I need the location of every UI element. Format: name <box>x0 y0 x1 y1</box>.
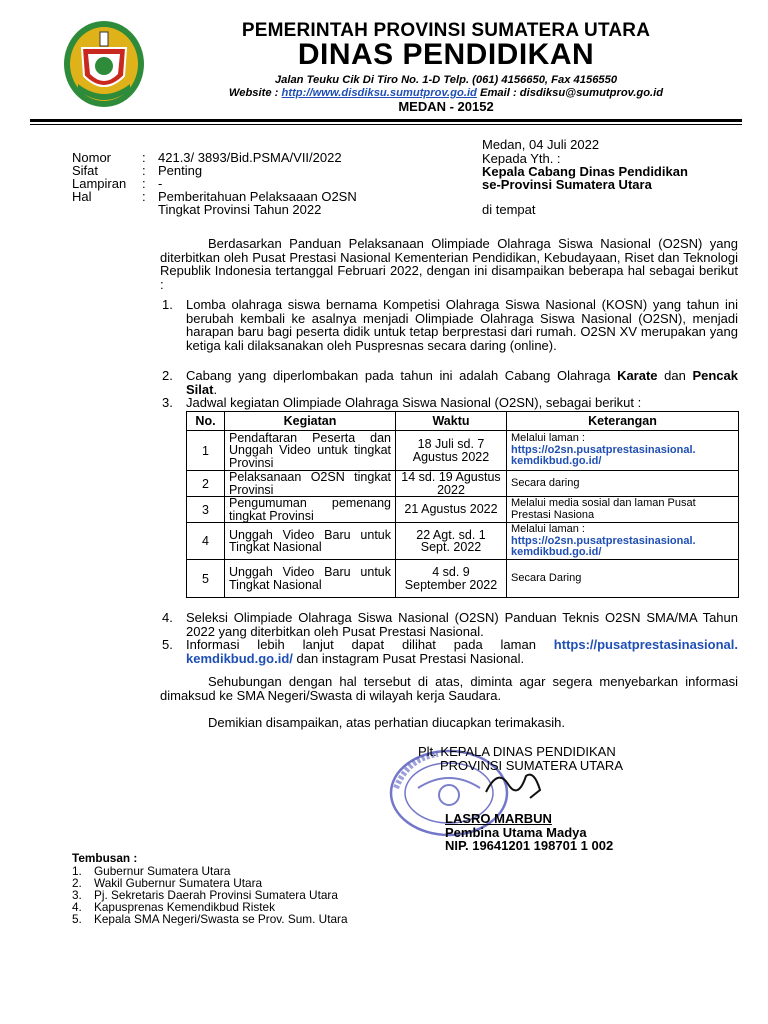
meta-value-hal-line-2: Tingkat Provinsi Tahun 2022 <box>158 202 322 217</box>
cell-no: 3 <box>187 497 225 523</box>
header-keterangan: Keterangan <box>507 412 739 431</box>
recipient-label: Kepada Yth. : <box>482 151 561 166</box>
cell-waktu: 22 Agt. sd. 1 Sept. 2022 <box>396 523 507 560</box>
letterhead-divider-thick <box>30 119 742 122</box>
email-text: Email : disdiksu@sumutprov.go.id <box>476 87 664 99</box>
puspresnas-link[interactable]: https://pusatprestasinasional. kemdikbud.go.id/ <box>186 637 738 666</box>
cc-item: Kepala SMA Negeri/Swasta se Prov. Sum. Utara <box>94 912 348 926</box>
signatory-name: LASRO MARBUN <box>445 811 552 826</box>
sport-pencak-silat: Pencak Silat <box>186 368 738 397</box>
point-2-text-e: . <box>213 381 218 397</box>
point-2-text-a: Cabang yang diperlombakan pada tahun ini adalah Cabang Olahraga <box>186 368 618 383</box>
contact-line <box>160 87 732 99</box>
cell-no: 2 <box>187 471 225 497</box>
meta-label-hal: Hal <box>72 189 92 204</box>
point-5-text-b: dan instagram Pusat Prestasi Nasional. <box>292 650 525 666</box>
ket-text: Melalui laman : <box>511 523 585 536</box>
meta-colon: : <box>142 163 146 178</box>
sport-karate: Karate <box>617 368 658 383</box>
table-row <box>187 431 739 471</box>
point-4-text: Seleksi Olimpiade Olahraga Siswa Nasional (O2SN) Panduan Teknis O2SN SMA/MA Tahun 2022 yang diterbitkan oleh Pusat Prestasi Nasional. <box>186 610 738 639</box>
point-4-number: 4. <box>162 610 173 625</box>
point-3-number: 3. <box>162 395 173 410</box>
cell-waktu: 18 Juli sd. 7 Agustus 2022 <box>396 431 507 471</box>
letterhead-divider-thin <box>30 124 742 125</box>
cc-item: Pj. Sekretaris Daerah Provinsi Sumatera Utara <box>94 888 338 902</box>
point-2-text <box>186 369 738 396</box>
meta-label-nomor: Nomor <box>72 150 112 165</box>
meta-value-hal: Pemberitahuan Pelaksaaan O2SN <box>158 189 357 204</box>
signatory-title-1: Plt. KEPALA DINAS PENDIDIKAN <box>418 744 616 759</box>
city-postal-code: MEDAN - 20152 <box>398 99 494 114</box>
cell-keterangan <box>507 431 739 471</box>
header-waktu: Waktu <box>396 412 507 431</box>
cc-item-number: 2. <box>72 876 82 890</box>
point-3-text: Jadwal kegiatan Olimpiade Olahraga Siswa Nasional (O2SN), sebagai berikut : <box>186 395 642 410</box>
recipient-line-2: se-Provinsi Sumatera Utara <box>482 177 652 192</box>
table-row <box>187 560 739 598</box>
cc-item: Gubernur Sumatera Utara <box>94 864 231 878</box>
agency-address: Jalan Teuku Cik Di Tiro No. 1-D Telp. (061) 4156650, Fax 4156550 <box>274 74 618 86</box>
table-row <box>187 523 739 560</box>
cell-waktu: 21 Agustus 2022 <box>396 497 507 523</box>
cc-item-number: 3. <box>72 888 82 902</box>
cell-no: 1 <box>187 431 225 471</box>
intro-paragraph: Berdasarkan Panduan Pelaksanaan Olimpiade Olahraga Siswa Nasional (O2SN) yang diterbitkan oleh Pusat Prestasi Nasional Kementerian Pendidikan, Kebudayaan, Riset dan Teknologi Republik Indonesia tertanggal Februari 2022, dengan ini disampaikan beberapa hal sebagai berikut : <box>160 236 738 292</box>
signatory-rank: Pembina Utama Madya <box>445 825 587 840</box>
cell-keterangan <box>507 523 739 560</box>
schedule-table <box>186 411 739 598</box>
cell-keterangan: Melalui media sosial dan laman Pusat Prestasi Nasiona <box>507 497 739 523</box>
ket-link[interactable]: https://o2sn.pusatprestasinasional. kemdikbud.go.id/ <box>511 534 696 559</box>
meta-label-lampiran: Lampiran <box>72 176 127 191</box>
meta-value-lampiran: - <box>158 176 163 191</box>
closing-paragraph-2: Demikian disampaikan, atas perhatian diucapkan terimakasih. <box>208 715 565 730</box>
meta-colon: : <box>142 150 146 165</box>
cell-waktu: 4 sd. 9 September 2022 <box>396 560 507 598</box>
point-5-text-a: Informasi lebih lanjut dapat dilihat pada laman <box>186 637 554 652</box>
agency-name: DINAS PENDIDIKAN <box>297 38 595 71</box>
cc-item-number: 1. <box>72 864 82 878</box>
government-name: PEMERINTAH PROVINSI SUMATERA UTARA <box>241 20 651 41</box>
cell-kegiatan: Pendaftaran Peserta dan Unggah Video untuk tingkat Provinsi <box>225 431 396 471</box>
header-kegiatan: Kegiatan <box>225 412 396 431</box>
table-row <box>187 497 739 523</box>
cc-item-number: 4. <box>72 900 82 914</box>
cell-keterangan: Secara Daring <box>507 560 739 598</box>
meta-value-sifat: Penting <box>158 163 203 178</box>
website-label: Website : <box>228 87 282 99</box>
point-1-text: Lomba olahraga siswa bernama Kompetisi Olahraga Siswa Nasional (KOSN) yang tahun ini berubah kembali ke asalnya menjadi Olimpiade Olahraga Siswa Nasional (O2SN), menjadi harapan baru bagi peserta didik untuk tetap berprestasi dari rumah. O2SN XV merupakan yang ketiga kali dilaksanakan oleh Puspresnas secara daring (online). <box>186 297 738 353</box>
recipient-line-1: Kepala Cabang Dinas Pendidikan <box>482 164 688 179</box>
cc-title: Tembusan : <box>72 851 138 865</box>
cc-item-number: 5. <box>72 912 82 926</box>
ket-text: Melalui laman : <box>511 432 585 445</box>
meta-label-sifat: Sifat <box>72 163 99 178</box>
cell-keterangan: Secara daring <box>507 471 739 497</box>
point-1-number: 1. <box>162 297 173 312</box>
website-link[interactable]: http://www.disdiksu.sumutprov.go.id <box>281 87 477 99</box>
place-date: Medan, 04 Juli 2022 <box>482 137 600 152</box>
point-2-text-c: dan <box>657 368 693 383</box>
signatory-nip: NIP. 19641201 198701 1 002 <box>445 838 614 853</box>
meta-colon: : <box>142 189 146 204</box>
point-5-text <box>186 638 738 665</box>
meta-colon: : <box>142 176 146 191</box>
cc-item: Kapusprenas Kemendikbud Ristek <box>94 900 275 914</box>
cell-waktu: 14 sd. 19 Agustus 2022 <box>396 471 507 497</box>
province-emblem-logo <box>58 18 150 110</box>
table-header-row <box>187 412 739 431</box>
cell-kegiatan: Unggah Video Baru untuk Tingkat Nasional <box>225 560 396 598</box>
header-no: No. <box>187 412 225 431</box>
point-2-number: 2. <box>162 368 173 383</box>
table-row <box>187 471 739 497</box>
cell-no: 4 <box>187 523 225 560</box>
closing-paragraph-1: Sehubungan dengan hal tersebut di atas, diminta agar segera menyebarkan informasi dimaksud ke SMA Negeri/Swasta di wilayah kerja Saudara. <box>160 674 738 703</box>
cell-no: 5 <box>187 560 225 598</box>
cell-kegiatan: Pengumuman pemenang tingkat Provinsi <box>225 497 396 523</box>
cell-kegiatan: Unggah Video Baru untuk Tingkat Nasional <box>225 523 396 560</box>
point-5-number: 5. <box>162 637 173 652</box>
cell-kegiatan: Pelaksanaan O2SN tingkat Provinsi <box>225 471 396 497</box>
cc-item: Wakil Gubernur Sumatera Utara <box>94 876 263 890</box>
signatory-title-2: PROVINSI SUMATERA UTARA <box>440 758 623 773</box>
recipient-place: di tempat <box>482 202 536 217</box>
ket-link[interactable]: https://o2sn.pusatprestasinasional. kemdikbud.go.id/ <box>511 443 696 468</box>
meta-value-nomor: 421.3/ 3893/Bid.PSMA/VII/2022 <box>158 150 342 165</box>
